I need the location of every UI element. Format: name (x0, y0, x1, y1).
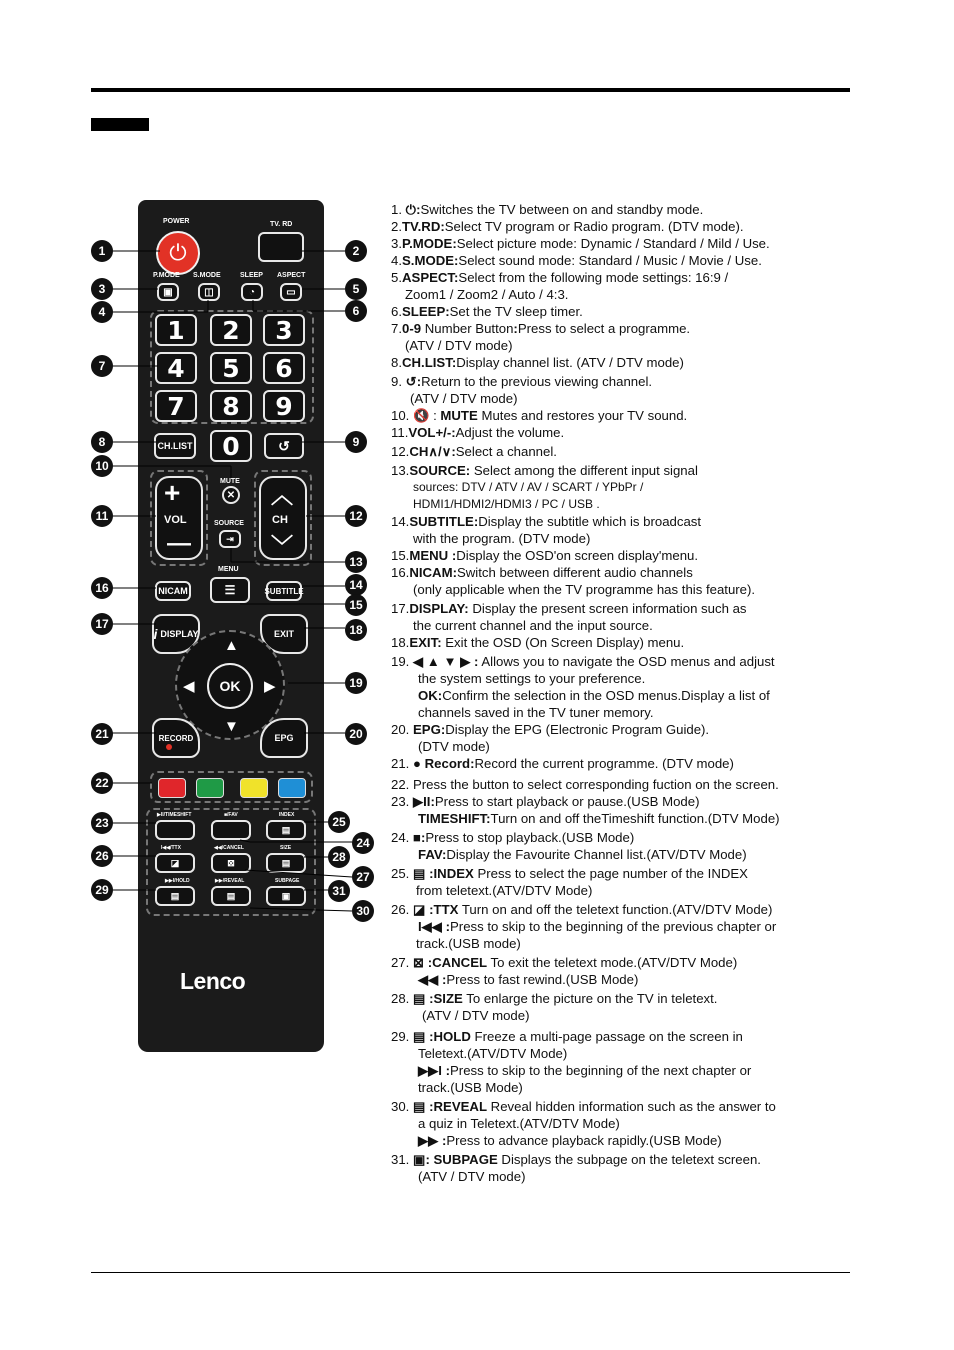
item-number: 6. (391, 304, 402, 319)
ch-label: CH (272, 514, 288, 526)
rewind-symbol: ◀◀ : (418, 972, 447, 987)
item-text: Switches the TV between on and standby mode. (420, 202, 704, 217)
callout-28: 28 (328, 846, 350, 868)
callout-22: 22 (91, 772, 113, 794)
item-30-cont-1: a quiz in Teletext.(ATV/DTV Mode) (418, 1116, 620, 1131)
reveal-icon: ▤ (226, 890, 236, 901)
item-29 (391, 1028, 851, 1045)
item-key: ▤ :HOLD (413, 1029, 471, 1044)
power-symbol: ⏻: (405, 202, 421, 217)
item-number: 23. (391, 794, 413, 809)
size-icon: ▤ (281, 857, 291, 868)
item-5 (391, 269, 851, 286)
item-key: OK: (418, 688, 443, 703)
yellow-key (240, 778, 268, 798)
item-26-cont-1 (391, 918, 851, 935)
item-colon: : (513, 321, 518, 336)
item-17 (391, 600, 851, 617)
fav-label: ■/FAV (224, 812, 238, 818)
item-23-cont (391, 810, 851, 827)
subpage-icon: ▣ (281, 890, 291, 901)
item-number: 27. (391, 955, 413, 970)
stop-symbol: ■: (413, 830, 426, 845)
item-text: Display the OSD'on screen display'menu. (456, 548, 699, 563)
tv-rd-button (258, 232, 304, 262)
item-number: 4. (391, 253, 402, 268)
number-6-button: 6 (263, 352, 305, 384)
source-button (219, 530, 241, 548)
item-13-cont-2: HDMI1/HDMI2/HDMI3 / PC / USB . (413, 497, 600, 511)
vol-label: VOL (164, 514, 187, 526)
arrow-left-icon: ◀ (183, 678, 195, 695)
item-key: SOURCE: (409, 463, 471, 478)
item-text: Displays the subpage on the teletext screen. (497, 1152, 761, 1167)
callout-9: 9 (345, 431, 367, 453)
sleep-button (241, 283, 263, 301)
item-number: 12. (391, 444, 410, 459)
item-number: 25. (391, 866, 413, 881)
item-key: FAV: (418, 847, 447, 862)
number-7-button: 7 (155, 390, 197, 422)
item-key: P.MODE: (402, 236, 457, 251)
info-icon: i (153, 626, 158, 642)
number-9-button: 9 (263, 390, 305, 422)
menu-icon: ☰ (224, 583, 236, 597)
item-number: 28. (391, 991, 413, 1006)
item-31-cont: (ATV / DTV mode) (418, 1169, 526, 1184)
item-number: 15. (391, 548, 410, 563)
item-17-cont: the current channel and the input source. (413, 618, 653, 633)
item-key: ▤ :INDEX (413, 866, 474, 881)
item-7 (391, 320, 851, 337)
callout-1: 1 (91, 240, 113, 262)
red-key (158, 778, 186, 798)
record-button: RECORD (152, 718, 200, 758)
callout-19: 19 (345, 672, 367, 694)
item-key: 0-9 (402, 321, 422, 336)
item-text: Confirm the selection in the OSD menus.Display a list of (442, 688, 770, 703)
arrow-right-icon: ▶ (264, 678, 276, 695)
timeshift-button (155, 820, 195, 840)
item-4 (391, 252, 851, 269)
number-4-button: 4 (155, 352, 197, 384)
item-text: Press to select the page number of the INDEX (473, 866, 748, 881)
reveal-label: ▶▶/REVEAL (215, 878, 245, 884)
item-19-cont-1: the system settings to your preference. (418, 671, 646, 686)
item-14 (391, 513, 851, 530)
callout-21: 21 (91, 723, 113, 745)
hold-icon: ▤ (170, 890, 180, 901)
item-key: MUTE (440, 408, 478, 423)
item-text: Record the current programme. (DTV mode) (474, 756, 734, 771)
power-label: POWER (163, 218, 190, 225)
item-key: VOL+/-: (408, 425, 456, 440)
arrow-up-icon: ▲ (224, 637, 239, 654)
cancel-icon: ⊠ (227, 857, 235, 868)
item-number: 26. (391, 902, 413, 917)
item-key: ASPECT: (402, 270, 459, 285)
aspect-icon: ▭ (286, 286, 296, 298)
record-dot-icon (166, 744, 172, 750)
source-icon: ⇥ (226, 533, 234, 544)
index-icon: ▤ (281, 824, 291, 835)
item-text: Press to skip to the beginning of the next chapter or (450, 1063, 752, 1078)
item-key: DISPLAY: (409, 601, 469, 616)
reveal-button (211, 886, 251, 906)
ttx-icon: ◪ (170, 857, 180, 868)
chevron-down-icon: ﹀ (271, 534, 294, 559)
item-key: SLEEP: (402, 304, 450, 319)
prev-chapter-symbol: I◀◀ : (418, 919, 451, 934)
item-19-cont-2 (391, 687, 851, 704)
callout-26: 26 (91, 845, 113, 867)
item-27 (391, 954, 851, 971)
item-6 (391, 303, 851, 320)
epg-button: EPG (260, 718, 308, 758)
item-number: 30. (391, 1099, 413, 1114)
index-button (266, 820, 306, 840)
item-key: TIMESHIFT: (418, 811, 491, 826)
number-0-button: 0 (210, 430, 252, 462)
item-20 (391, 721, 851, 738)
item-13 (391, 462, 851, 479)
callout-6: 6 (345, 300, 367, 322)
hold-label: ▶▶I/HOLD (165, 878, 190, 884)
item-26 (391, 901, 851, 918)
item-1 (391, 201, 851, 218)
smode-button (198, 283, 220, 301)
timeshift-label: ▶II/TIMESHIFT (157, 812, 192, 818)
mute-label: MUTE (220, 478, 240, 485)
return-button (264, 433, 304, 459)
item-text: Display the present screen information such as (468, 601, 747, 616)
mute-symbol: 🔇 : (413, 408, 441, 423)
item-text: Press to skip to the beginning of the previous chapter or (450, 919, 777, 934)
subpage-button (266, 886, 306, 906)
item-text: Press to advance playback rapidly.(USB Mode) (446, 1133, 722, 1148)
hold-button (155, 886, 195, 906)
item-text: Reveal hidden information such as the answer to (487, 1099, 776, 1114)
item-23 (391, 793, 851, 810)
item-text: Display channel list. (ATV / DTV mode) (456, 355, 684, 370)
item-21 (391, 755, 851, 772)
item-8 (391, 354, 851, 371)
item-29-cont-1: Teletext.(ATV/DTV Mode) (418, 1046, 568, 1061)
item-number: 19. (391, 654, 413, 669)
mute-icon: ✕ (226, 489, 236, 501)
item-5-cont: Zoom1 / Zoom2 / Auto / 4:3. (405, 287, 569, 302)
minus-icon: — (167, 530, 191, 557)
item-24-cont (391, 846, 851, 863)
callout-13: 13 (345, 551, 367, 573)
item-31 (391, 1151, 851, 1168)
item-number: 31. (391, 1152, 413, 1167)
number-2-button: 2 (210, 314, 252, 346)
item-text: Press to start playback or pause.(USB Mode) (434, 794, 700, 809)
callout-16: 16 (91, 577, 113, 599)
item-key: ● Record: (413, 756, 475, 771)
index-label: INDEX (279, 812, 295, 818)
source-label: SOURCE (214, 520, 244, 527)
fast-forward-symbol: ▶▶ : (418, 1133, 447, 1148)
callout-5: 5 (345, 278, 367, 300)
picture-icon: ▣ (163, 286, 173, 298)
item-key: ▤ :REVEAL (413, 1099, 488, 1114)
nicam-button: NICAM (155, 581, 191, 601)
item-28 (391, 990, 851, 1007)
item-key: MENU : (409, 548, 457, 563)
item-29-cont-2 (391, 1062, 851, 1079)
callout-10: 10 (91, 455, 113, 477)
callout-2: 2 (345, 240, 367, 262)
item-text: Select picture mode: Dynamic / Standard / Mild / Use. (456, 236, 770, 251)
section-tag (91, 118, 149, 131)
return-icon: ↺ (278, 437, 290, 454)
item-number: 14. (391, 514, 410, 529)
item-key: ▤ :SIZE (413, 991, 463, 1006)
item-text: Adjust the volume. (455, 425, 565, 440)
item-text: Switch between different audio channels (456, 565, 693, 580)
subpage-label: SUBPAGE (275, 878, 300, 884)
item-number: 18. (391, 635, 410, 650)
item-text: Exit the OSD (On Screen Display) menu. (441, 635, 685, 650)
item-text: Display the EPG (Electronic Program Guide). (445, 722, 710, 737)
item-text: Press to stop playback.(USB Mode) (425, 830, 635, 845)
item-key: TV.RD: (402, 219, 445, 234)
item-number: 16. (391, 565, 410, 580)
item-text: To enlarge the picture on the TV in teletext. (462, 991, 718, 1006)
smode-label: S.MODE (193, 272, 221, 279)
item-text: Press to fast rewind.(USB Mode) (446, 972, 639, 987)
top-rule (91, 88, 850, 92)
item-number: 20. (391, 722, 413, 737)
item-text: Allows you to navigate the OSD menus and adjust (478, 654, 775, 669)
item-number: 7. (391, 321, 402, 336)
chlist-button: CH.LIST (154, 433, 196, 459)
item-25-cont: from teletext.(ATV/DTV Mode) (416, 883, 593, 898)
item-2 (391, 218, 851, 235)
item-7-cont: (ATV / DTV mode) (405, 338, 513, 353)
sleep-icon: ◔ (248, 286, 256, 298)
item-12 (391, 443, 851, 460)
item-number: 24. (391, 830, 413, 845)
power-icon: ⏻ (169, 240, 187, 265)
number-5-button: 5 (210, 352, 252, 384)
item-text: Select among the different input signal (470, 463, 698, 478)
ttx-label: I◀◀/TTX (161, 845, 181, 851)
item-22: 22. Press the button to select corresponding fuction on the screen. (391, 777, 779, 792)
item-16 (391, 564, 851, 581)
callout-7: 7 (91, 355, 113, 377)
pmode-button (157, 283, 179, 301)
item-key: CH.LIST: (402, 355, 457, 370)
blue-key (278, 778, 306, 798)
item-30-cont-2 (391, 1132, 851, 1149)
item-3 (391, 235, 851, 252)
item-text: Select TV program or Radio program. (DTV mode). (444, 219, 744, 234)
item-30 (391, 1098, 851, 1115)
item-number: 5. (391, 270, 402, 285)
exit-button: EXIT (260, 614, 308, 654)
sleep-label: SLEEP (240, 272, 263, 279)
item-text: Mutes and restores your TV sound. (477, 408, 688, 423)
bottom-rule (91, 1272, 850, 1273)
callout-17: 17 (91, 613, 113, 635)
ttx-button (155, 853, 195, 873)
cancel-button (211, 853, 251, 873)
callout-12: 12 (345, 505, 367, 527)
item-text: Number Button (421, 321, 514, 336)
callout-24: 24 (352, 832, 374, 854)
item-number: 17. (391, 601, 410, 616)
item-text: Display the subtitle which is broadcast (478, 514, 702, 529)
item-9-cont: (ATV / DTV mode) (410, 391, 518, 406)
item-25 (391, 865, 851, 882)
item-16-cont: (only applicable when the TV programme has this feature). (413, 582, 756, 597)
item-10 (391, 407, 851, 424)
sound-icon: ◫ (204, 286, 214, 298)
item-number: 8. (391, 355, 402, 370)
callout-11: 11 (91, 505, 113, 527)
item-text: Freeze a multi-page passage on the screen in (470, 1029, 743, 1044)
aspect-label: ASPECT (277, 272, 306, 279)
pmode-label: P.MODE (153, 272, 180, 279)
item-text: Turn on and off theTimeshift function.(DTV Mode) (490, 811, 780, 826)
subtitle-button: SUBTITLE (266, 581, 302, 601)
next-chapter-symbol: ▶▶I : (418, 1063, 451, 1078)
item-key: S.MODE: (402, 253, 459, 268)
item-key: EXIT: (409, 635, 442, 650)
mute-button (222, 486, 240, 504)
item-19-cont-3: channels saved in the TV tuner memory. (418, 705, 654, 720)
item-number: 9. (391, 374, 406, 389)
item-14-cont: with the program. (DTV mode) (413, 531, 591, 546)
item-number: 21. (391, 756, 413, 771)
item-number: 3. (391, 236, 402, 251)
item-number: 13. (391, 463, 410, 478)
item-text: Display the Favourite Channel list.(ATV/DTV Mode) (446, 847, 747, 862)
callout-15: 15 (345, 594, 367, 616)
item-key: EPG: (413, 722, 446, 737)
item-19 (391, 653, 851, 670)
item-27-cont (391, 971, 851, 988)
power-button (156, 231, 200, 275)
nav-arrows-symbol: ◀ ▲ ▼ ▶ : (413, 654, 479, 669)
item-key: NICAM: (409, 565, 457, 580)
fav-button (211, 820, 251, 840)
item-text: To exit the teletext mode.(ATV/DTV Mode) (487, 955, 738, 970)
green-key (196, 778, 224, 798)
item-key: SUBTITLE: (409, 514, 479, 529)
callout-8: 8 (91, 431, 113, 453)
number-1-button: 1 (155, 314, 197, 346)
item-13-cont-1: sources: DTV / ATV / AV / SCART / YPbPr / (413, 480, 644, 494)
item-15 (391, 547, 851, 564)
item-key: CH∧/∨: (409, 444, 456, 459)
play-pause-symbol: ▶II: (413, 794, 435, 809)
arrow-down-icon: ▼ (224, 718, 239, 735)
item-9 (391, 373, 851, 390)
item-key: ⊠ :CANCEL (413, 955, 488, 970)
callout-14: 14 (345, 574, 367, 596)
item-29-cont-3: track.(USB Mode) (418, 1080, 523, 1095)
callout-20: 20 (345, 723, 367, 745)
menu-button (210, 577, 250, 603)
tv-rd-label: TV. RD (270, 221, 293, 228)
menu-label: MENU (218, 566, 239, 573)
size-label: SIZE (280, 845, 292, 851)
item-text: Set the TV sleep timer. (449, 304, 583, 319)
callout-27: 27 (352, 866, 374, 888)
item-text: Turn on and off the teletext function.(ATV/DTV Mode) (458, 902, 773, 917)
item-text: Return to the previous viewing channel. (421, 374, 653, 389)
callout-18: 18 (345, 619, 367, 641)
item-number: 11. (391, 425, 409, 440)
callout-4: 4 (91, 301, 113, 323)
size-button (266, 853, 306, 873)
item-28-cont: (ATV / DTV mode) (422, 1008, 530, 1023)
callout-25: 25 (328, 811, 350, 833)
plus-icon: + (164, 477, 181, 508)
item-text: Select sound mode: Standard / Music / Movie / Use. (458, 253, 762, 268)
item-number: 1. (391, 202, 406, 217)
aspect-button (280, 283, 302, 301)
item-24 (391, 829, 851, 846)
number-3-button: 3 (263, 314, 305, 346)
callout-30: 30 (352, 900, 374, 922)
item-26-cont-2: track.(USB mode) (416, 936, 521, 951)
item-key: ◪ :TTX (413, 902, 459, 917)
lenco-logo: Lenco (180, 968, 246, 994)
item-20-cont: (DTV mode) (418, 739, 490, 754)
button-description-list (391, 201, 851, 1185)
callout-29: 29 (91, 879, 113, 901)
item-11 (391, 424, 851, 441)
item-text: Select a channel. (455, 444, 557, 459)
item-number: 10. (391, 408, 413, 423)
callout-3: 3 (91, 278, 113, 300)
callout-23: 23 (91, 812, 113, 834)
item-18 (391, 634, 851, 651)
item-text: Select from the following mode settings: 16:9 / (458, 270, 729, 285)
ok-button: OK (207, 663, 253, 709)
item-number: 29. (391, 1029, 413, 1044)
cancel-label: ◀◀/CANCEL (214, 845, 244, 851)
item-key: ▣: SUBPAGE (413, 1152, 498, 1167)
callout-31: 31 (328, 880, 350, 902)
display-label: DISPLAY (160, 629, 199, 639)
item-number: 2. (391, 219, 402, 234)
chevron-up-icon: ︿ (271, 483, 294, 508)
number-8-button: 8 (210, 390, 252, 422)
return-symbol: ↺: (405, 374, 422, 389)
item-text: Press to select a programme. (517, 321, 691, 336)
